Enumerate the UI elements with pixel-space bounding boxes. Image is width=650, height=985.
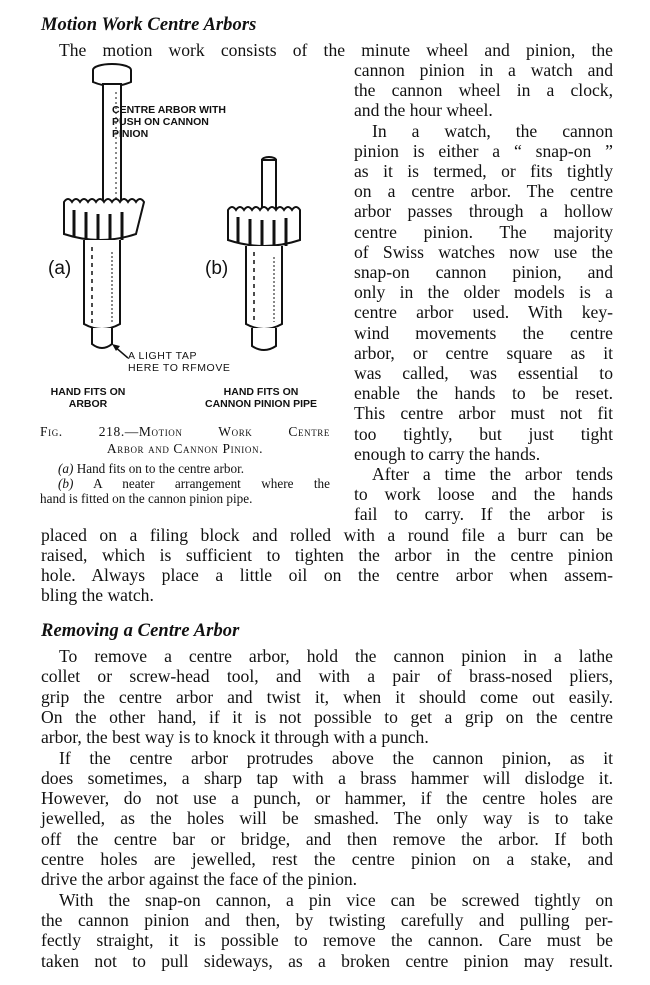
hand-fits-pipe-label: HAND FITS ON CANNON PINION PIPE [204,386,317,410]
figure-note-b-line-1: (b) A neater arrangement where the [58,476,330,491]
figure-label-a: (a) [48,258,72,279]
paragraph-line: only in the older models is a [354,282,613,303]
paragraph-line: cannon pinion in a watch and [354,60,613,80]
paragraph-line: arbor, the best way is to knock it through with a punch. [41,727,429,748]
paragraph-line: The motion work consists of the minute wheel and pinion, the [59,40,613,60]
paragraph-line: In a watch, the cannon [372,120,613,141]
paragraph-line: as it is termed, or fits tightly [354,161,613,181]
paragraph-line: was called, was essential to [354,363,613,383]
paragraph-line: too tightly, but just tight [354,423,613,444]
paragraph-line: arbor, or centre square as it [354,342,613,363]
paragraph-line: fectly straight, it is possible to remove the cannon. Care must be [41,930,613,951]
paragraph-line: drive the arbor against the face of the pinion. [41,869,358,890]
paragraph-line: the cannon pinion and then, by twisting carefully and pulling per- [41,909,613,930]
figure-label-b: (b) [205,258,229,279]
paragraph-line: hole. Always place a little oil on the centre arbor when assem- [41,565,613,585]
paragraph-line: To remove a centre arbor, hold the cannon pinion in a lathe [59,646,613,666]
paragraph-line: grip the centre arbor and twist it, when it should come out easily. [41,686,613,707]
paragraph-line: to work loose and the hands [354,484,613,505]
paragraph-line: centre holes are jewelled, rest the centre pinion on a stake, and [41,849,613,869]
tap-note: A LIGHT TAP HERE TO RFMOVE [128,350,231,374]
paragraph-line: centre arbor used. With key- [354,302,613,323]
section-heading-motion-work: Motion Work Centre Arbors [41,15,257,35]
arbor-b-drawing [228,157,300,350]
arbor-tip [92,328,112,348]
paragraph-line: arbor passes through a hollow [354,201,613,222]
paragraph-line: enable the hands to be reset. [354,383,613,404]
paragraph-line: pinion is either a “ snap-on ” [354,140,613,161]
paragraph-line: and the hour wheel. [354,100,493,121]
figure-caption-line-2: Arbor and Cannon Pinion. [106,441,264,456]
paragraph-line: On the other hand, if it is not possible to get a grip on the centre [41,706,613,727]
paragraph-line: bling the watch. [41,585,154,606]
paragraph-line: off the centre bar or bridge, and then remove the arbor. If both [41,828,613,849]
paragraph-line: of Swiss watches now use the [354,241,613,262]
figure-caption-line-1: Fig. 218.—Motion Work Centre [40,424,330,439]
arbor-label: CENTRE ARBOR WITH PUSH ON CANNON PINION [112,104,226,140]
figure-218 [40,62,340,422]
arbor-gear [64,199,144,240]
figure-note-a: (a) Hand fits on to the centre arbor. [58,461,245,476]
paragraph-line: If the centre arbor protrudes above the cannon pinion, as it [59,747,613,768]
paragraph-line: This centre arbor must not fit [354,403,613,424]
paragraph-line: However, do not use a punch, or hammer, if the centre holes are [41,788,613,809]
paragraph-line: raised, which is sufficient to tighten the arbor in the centre pinion [41,544,613,565]
paragraph-line: jewelled, as the holes will be smashed. The only way is to take [41,808,613,829]
paragraph-line: does sometimes, a sharp tap with a brass hammer will dislodge it. [41,767,613,788]
hand-fits-arbor-label: HAND FITS ON ARBOR [50,386,126,410]
paragraph-line: wind movements the centre [354,322,613,343]
paragraph-line: taken not to pull sideways, as a broken centre pinion may result. [41,950,613,971]
paragraph-line: snap-on cannon pinion, and [354,262,613,282]
paragraph-line: centre pinion. The majority [354,221,613,242]
pipe-end-b [252,328,276,350]
paragraph-line: on a centre arbor. The centre [354,181,613,202]
cannon-pipe-b [246,246,282,329]
section-heading-removing: Removing a Centre Arbor [41,621,240,641]
paragraph-line: enough to carry the hands. [354,443,541,464]
paragraph-line: placed on a filing block and rolled with a round file a burr can be [41,524,613,545]
figure-note-b-line-2: hand is fitted on the cannon pinion pipe. [40,491,253,506]
paragraph-line: fail to carry. If the arbor is [354,504,613,525]
paragraph-line: With the snap-on cannon, a pin vice can be screwed tightly on [59,889,613,910]
paragraph-line: collet or screw-head tool, and with a pair of brass-nosed pliers, [41,666,613,687]
paragraph-line: After a time the arbor tends [372,464,613,484]
paragraph-line: the cannon wheel in a clock, [354,80,613,101]
cannon-pipe-a [84,240,120,329]
